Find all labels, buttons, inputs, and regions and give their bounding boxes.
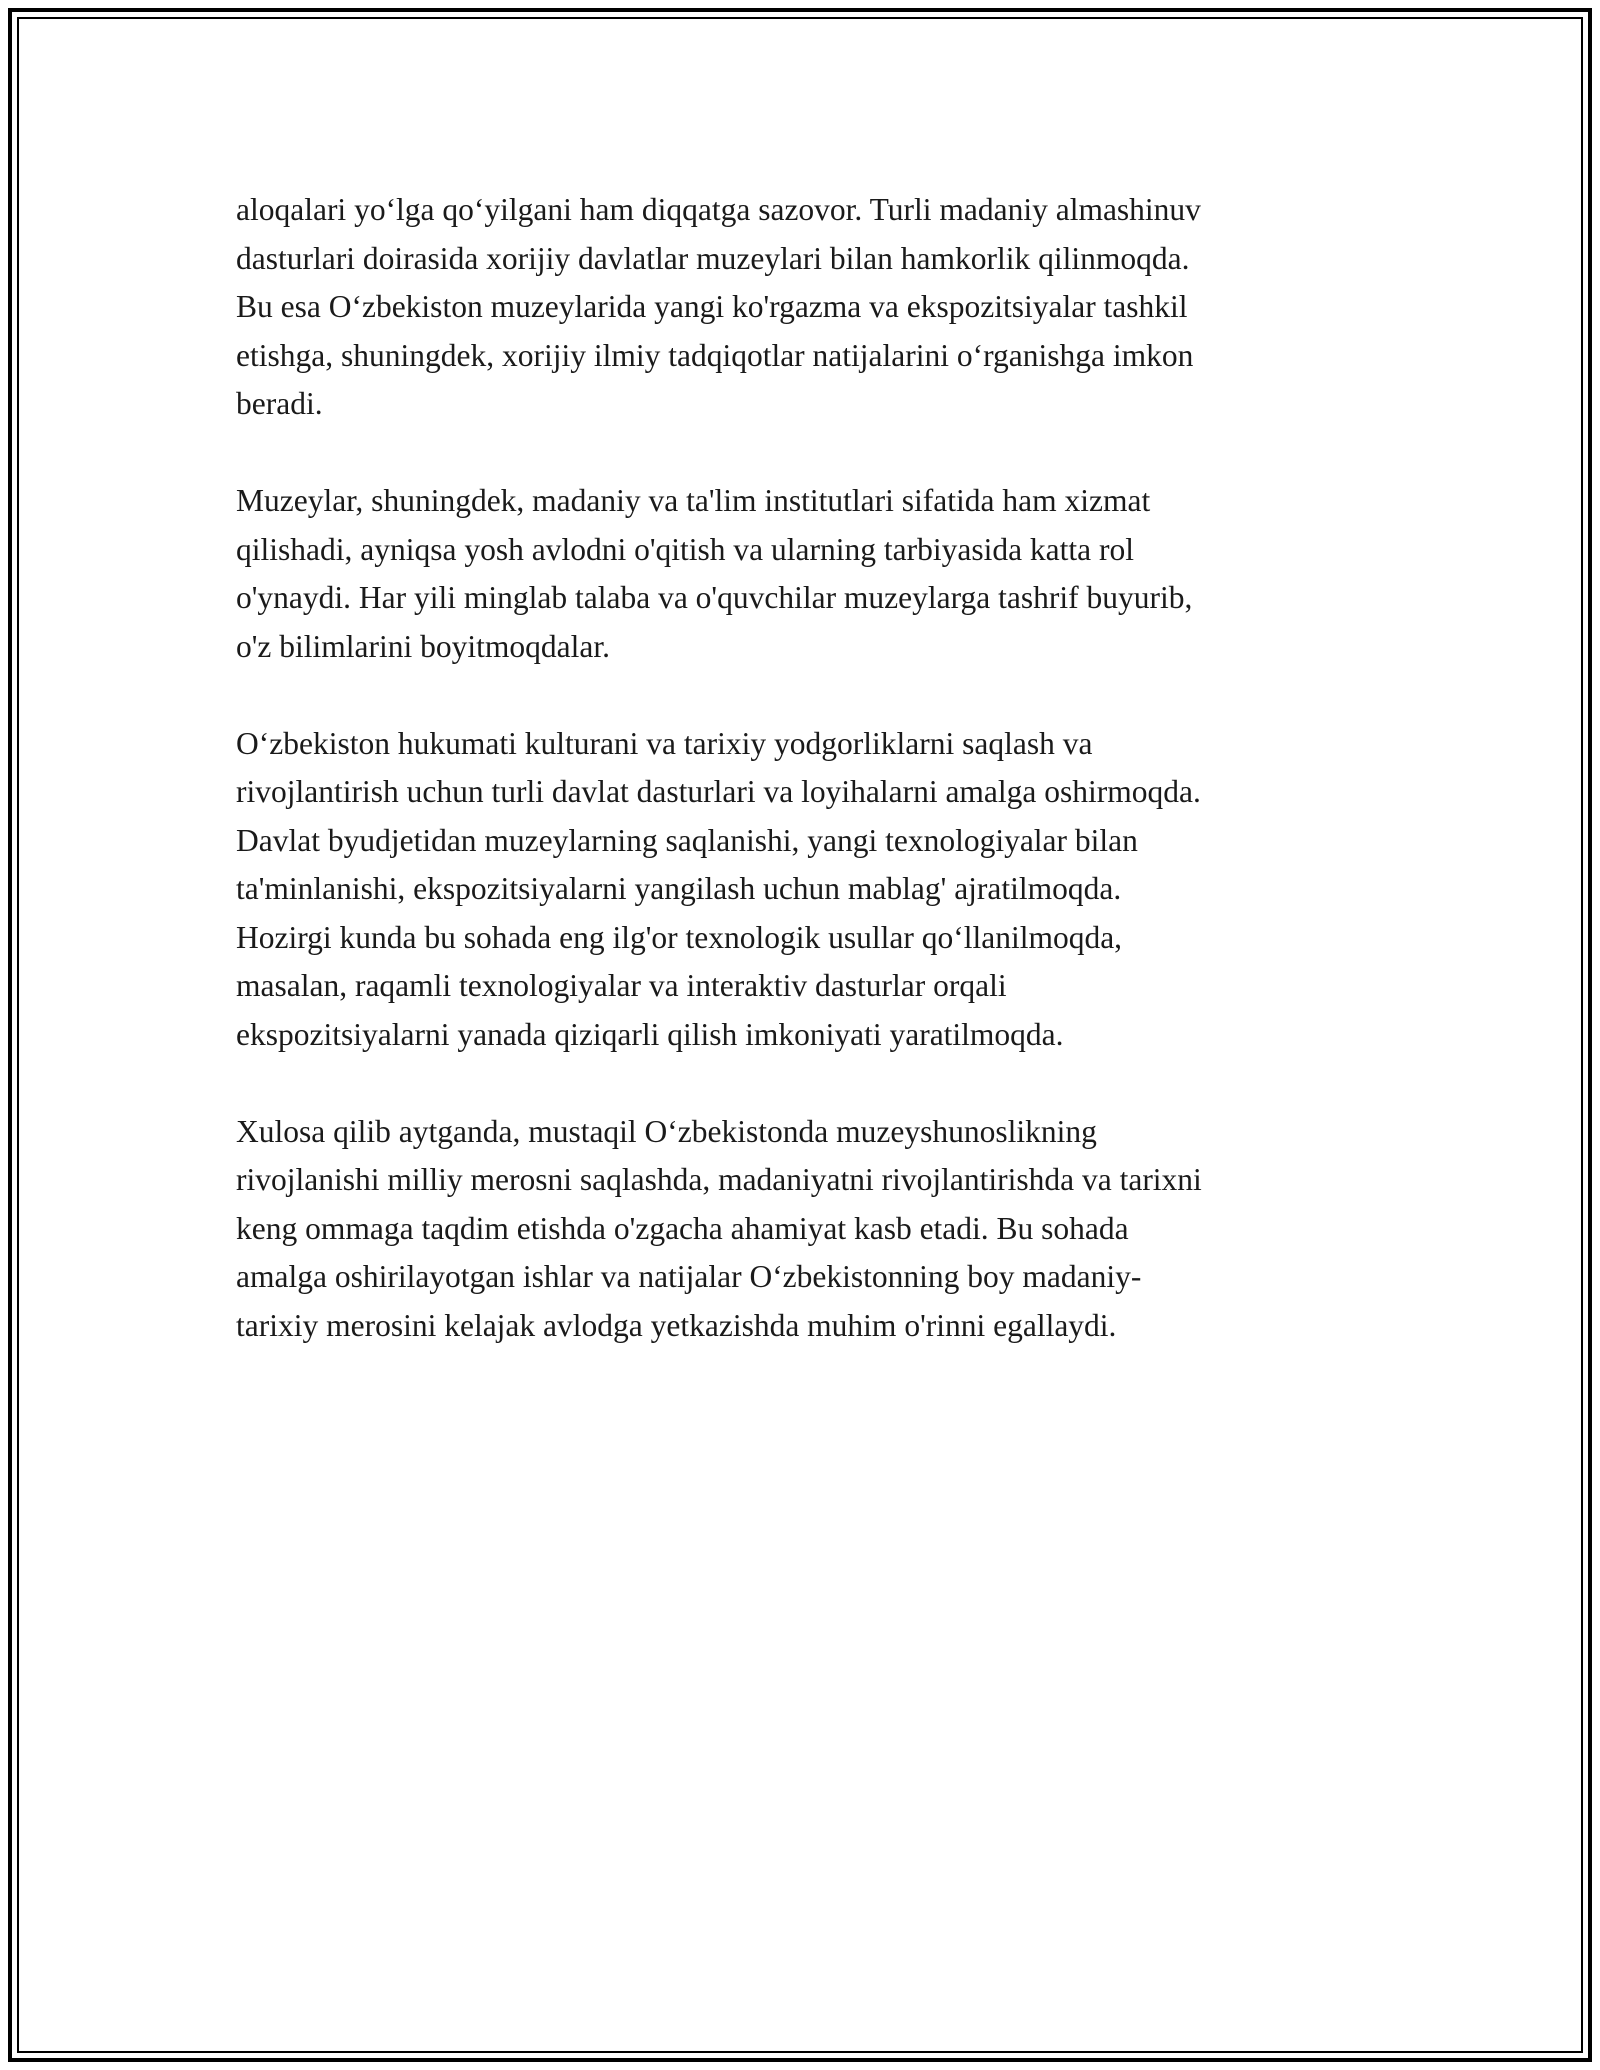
text-line: o'z bilimlarini boyitmoqdalar. [236, 628, 610, 664]
text-line: ta'minlanishi, ekspozitsiyalarni yangilash uchun mablag' ajratilmoqda. [236, 871, 1122, 906]
paragraph-international-cooperation [236, 186, 1386, 429]
text-line: o'ynaydi. Har yili minglab talaba va o'quvchilar muzeylarga tashrif buyurib, [236, 580, 1193, 615]
paragraph-educational-role [236, 477, 1386, 671]
text-line: beradi. [236, 386, 323, 421]
text-line: masalan, raqamli texnologiyalar va interaktiv dasturlar orqali [236, 968, 1007, 1003]
text-line: Davlat byudjetidan muzeylarning saqlanishi, yangi texnologiyalar bilan [236, 822, 1138, 858]
text-line: tarixiy merosini kelajak avlodga yetkazishda muhim o'rinni egallaydi. [236, 1307, 1117, 1343]
text-line: O‘zbekiston hukumati kulturani va tarixiy yodgorliklarni saqlash va [236, 725, 1093, 761]
text-line: Bu esa O‘zbekiston muzeylarida yangi ko'rgazma va ekspozitsiyalar tashkil [236, 289, 1188, 324]
text-line: ekspozitsiyalarni yanada qiziqarli qilish imkoniyati yaratilmoqda. [236, 1016, 1064, 1052]
text-line: keng ommaga taqdim etishda o'zgacha ahamiyat kasb etadi. Bu sohada [236, 1210, 1129, 1246]
text-line: Hozirgi kunda bu sohada eng ilg'or texnologik usullar qo‘llanilmoqda, [236, 919, 1123, 955]
text-line: qilishadi, ayniqsa yosh avlodni o'qitish va ularning tarbiyasida katta rol [236, 531, 1135, 567]
text-line: aloqalari yo‘lga qo‘yilgani ham diqqatga sazovor. Turli madaniy almashinuv [236, 192, 1201, 227]
text-line: rivojlantirish uchun turli davlat dasturlari va loyihalarni amalga oshirmoqda. [236, 774, 1201, 809]
paragraph-government-programs [236, 720, 1386, 1060]
document-body [236, 186, 1386, 1399]
text-line: amalga oshirilayotgan ishlar va natijalar O‘zbekistonning boy madaniy- [236, 1259, 1142, 1294]
text-line: dasturlari doirasida xorijiy davlatlar muzeylari bilan hamkorlik qilinmoqda. [236, 240, 1190, 276]
text-line: rivojlanishi milliy merosni saqlashda, madaniyatni rivojlantirishda va tarixni [236, 1162, 1202, 1197]
text-line: etishga, shuningdek, xorijiy ilmiy tadqiqotlar natijalarini o‘rganishga imkon [236, 337, 1194, 373]
paragraph-conclusion [236, 1108, 1386, 1351]
text-line: Muzeylar, shuningdek, madaniy va ta'lim institutlari sifatida ham xizmat [236, 483, 1151, 518]
text-line: Xulosa qilib aytganda, mustaqil O‘zbekistonda muzeyshunoslikning [236, 1113, 1097, 1149]
